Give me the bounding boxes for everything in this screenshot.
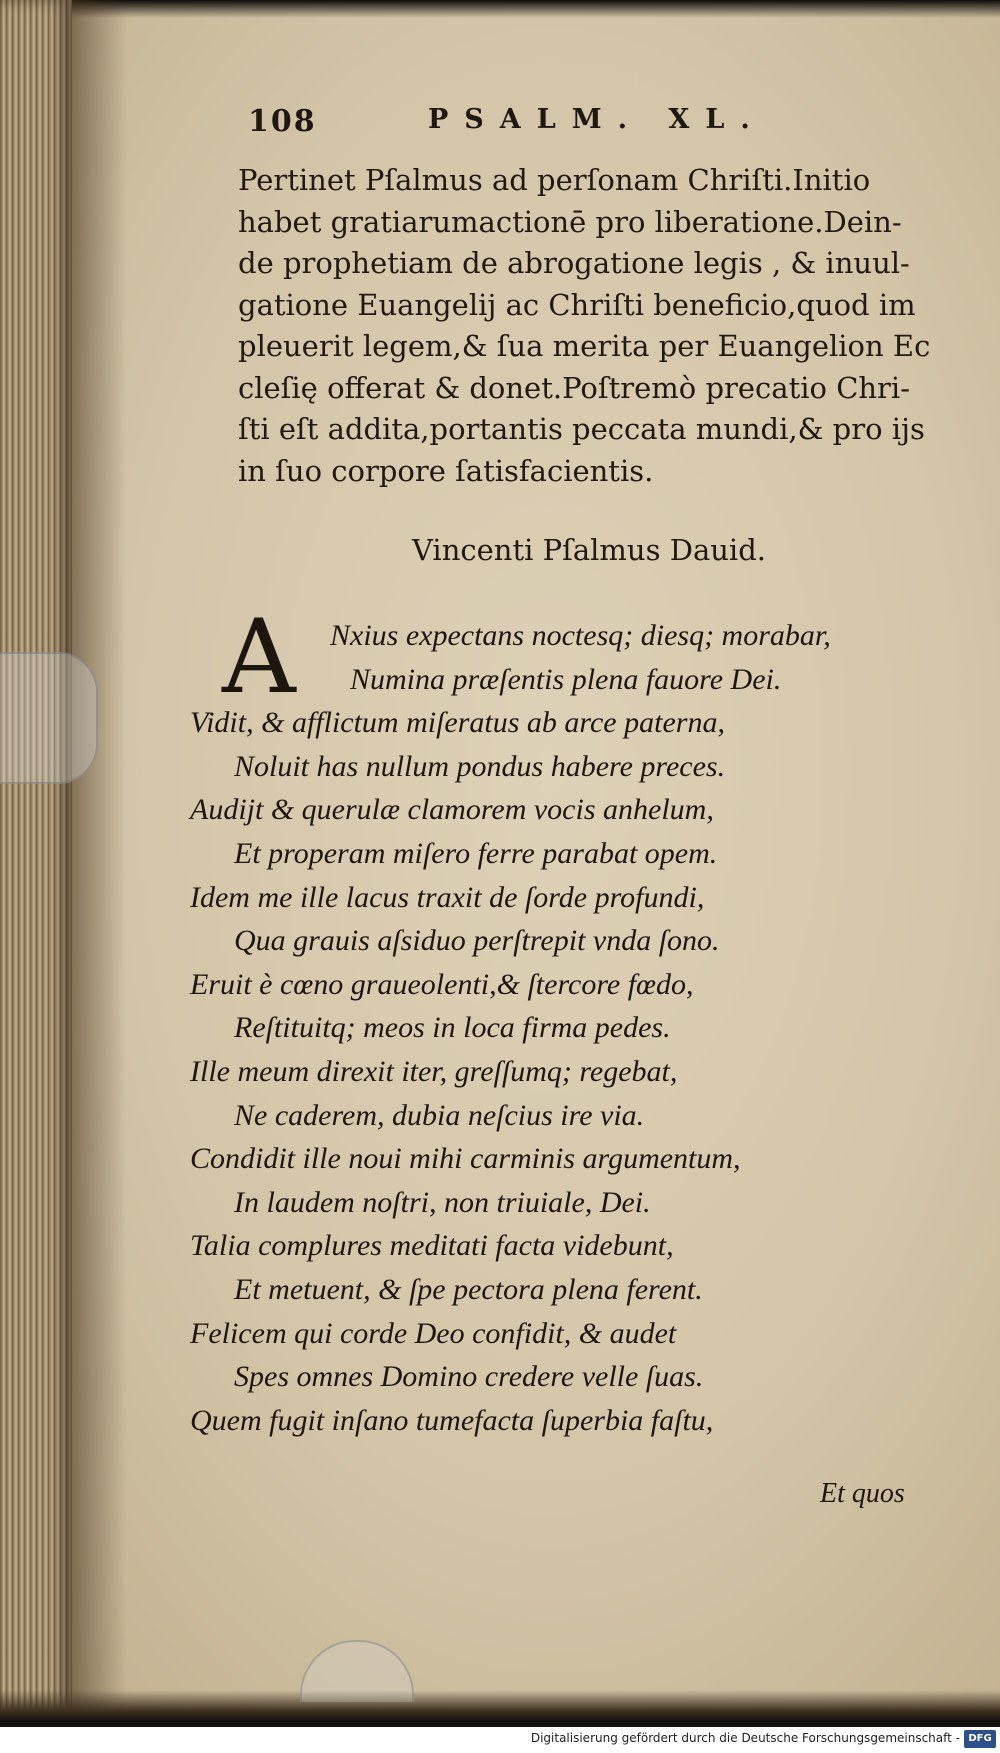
drop-capital: A — [222, 598, 296, 717]
argument-line: ſti eſt addita,portantis peccata mundi,& pro ijs — [238, 412, 925, 446]
digitization-footer — [0, 1727, 1000, 1753]
argument-line: gatione Euangelij ac Chriſti beneficio,quod im — [238, 287, 916, 322]
poem-body — [190, 614, 950, 1442]
poem-line: Et properam miſero ferre parabat opem. — [234, 836, 718, 870]
poem-line: Talia complures meditati facta videbunt, — [190, 1229, 674, 1263]
poem-line: Reſtituitq; meos in loca firma pedes. — [234, 1011, 671, 1045]
poem-line: Nxius expectans noctesq; diesq; morabar, — [330, 619, 831, 652]
argument-line: pleuerit legem,& ſua merita per Euangelion Ec — [238, 329, 931, 363]
argument-line: Pertinet Pſalmus ad perſonam Chriſti.Initio — [238, 163, 871, 197]
top-edge — [0, 0, 1000, 18]
running-title: PSALM. XL. — [428, 104, 766, 135]
poem-line: Condidit ille noui mihi carminis argumentum, — [190, 1142, 741, 1176]
poem-line: Et metuent, & ſpe pectora plena ferent. — [234, 1272, 703, 1306]
poem-line: Ille meum direxit iter, greſſumq; regebat, — [190, 1054, 678, 1088]
footer-credit: Digitalisierung gefördert durch die Deutsche Forschungsgemeinschaft - — [530, 1731, 960, 1745]
poem-line: Noluit has nullum pondus habere preces. — [234, 749, 726, 783]
poem-line: Quem fugit inſano tumefacta ſuperbia faſtu, — [190, 1403, 714, 1437]
poem-line: In laudem noſtri, non triuiale, Dei. — [234, 1185, 651, 1219]
poem-line: Spes omnes Domino credere velle ſuas. — [234, 1360, 704, 1394]
argument-line: cleſię offerat & donet.Poſtremò precatio Chri- — [238, 370, 910, 405]
page-clip-left — [0, 652, 98, 784]
poem-line: Ne caderem, dubia neſcius ire via. — [234, 1098, 645, 1132]
psalm-title: Vincenti Pſalmus Dauid. — [412, 533, 766, 567]
poem-line: Qua grauis aſsiduo perſtrepit vnda ſono. — [234, 924, 720, 958]
poem-line: Numina præſentis plena fauore Dei. — [350, 662, 782, 696]
poem-line: Idem me ille lacus traxit de ſorde profundi, — [190, 880, 705, 914]
dfg-logo: DFG — [964, 1730, 996, 1748]
poem-line: Audijt & querulæ clamorem vocis anhelum, — [190, 793, 714, 827]
psalm-argument — [238, 160, 978, 492]
bottom-edge — [0, 1690, 1000, 1720]
poem-line: Vidit, & afflictum miſeratus ab arce paterna, — [190, 706, 725, 740]
poem-line: Eruit è cœno graueolenti,& ſtercore fœdo, — [190, 967, 694, 1001]
page-number: 108 — [248, 104, 317, 139]
page-stack-edge — [0, 0, 72, 1715]
poem-line: Felicem qui corde Deo confidit, & audet — [190, 1316, 677, 1350]
argument-line: habet gratiarumactionē pro liberatione.Dein- — [238, 204, 902, 239]
argument-line: de prophetiam de abrogatione legis , & inuul- — [238, 246, 910, 280]
argument-line: in ſuo corpore ſatisfacientis. — [238, 453, 654, 488]
catchword: Et quos — [820, 1478, 905, 1509]
gutter-shadow — [72, 0, 127, 1715]
